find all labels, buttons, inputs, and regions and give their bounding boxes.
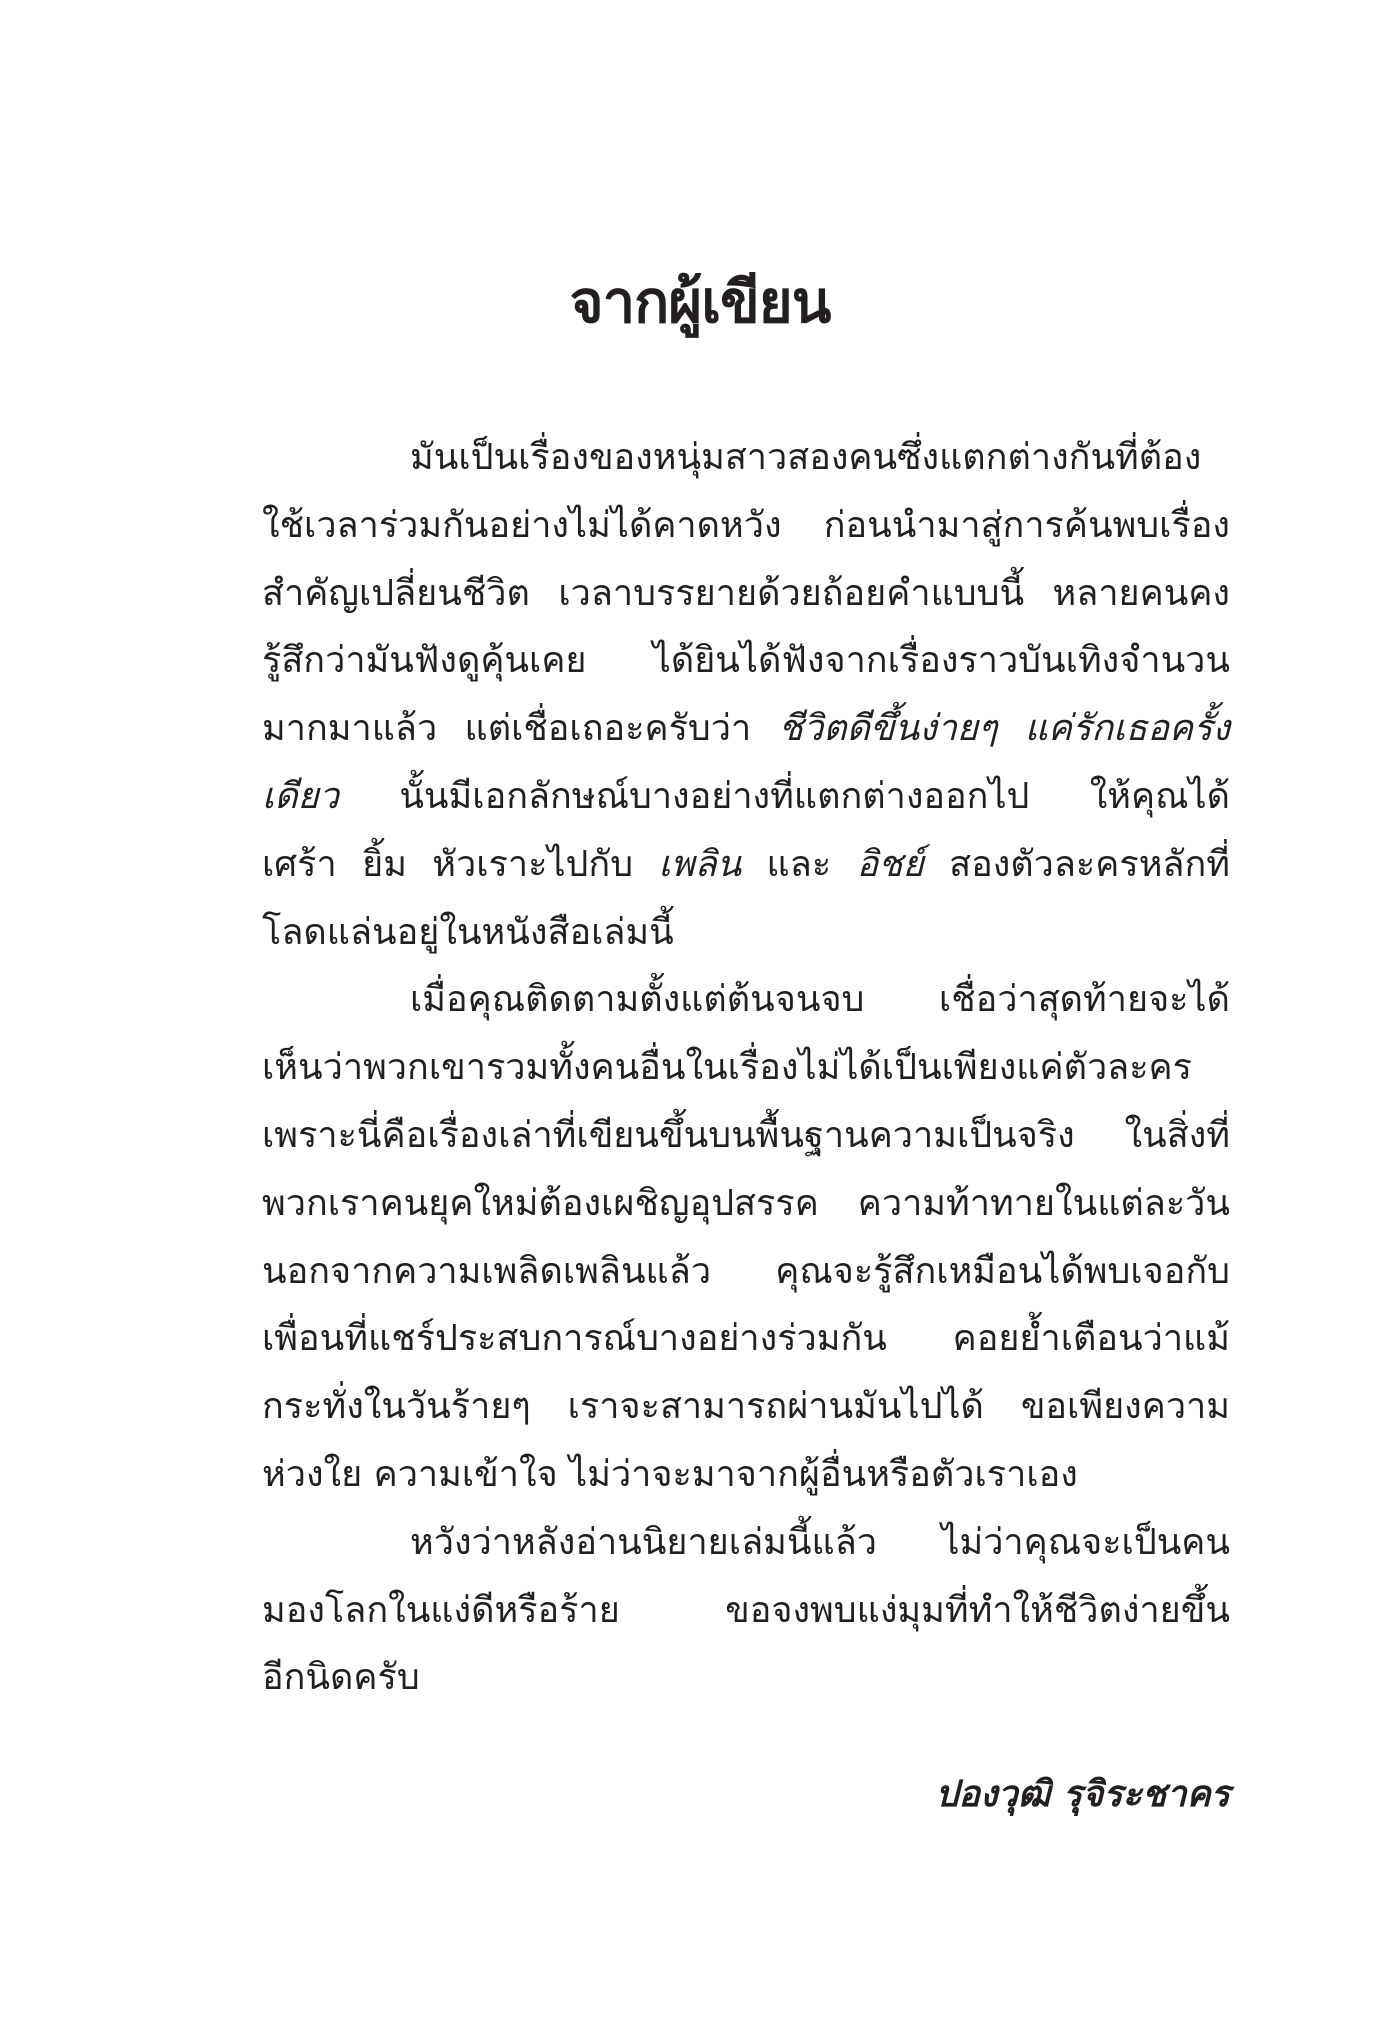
text-line: เศร้า ยิ้ม หัวเราะไปกับ เพลิน และ อิชย์ สองตัวละครหลักที่ — [262, 843, 1231, 885]
text-line: เมื่อคุณติดตามตั้งแต่ต้นจนจบ เชื่อว่าสุดท้ายจะได้ — [410, 979, 1230, 1021]
book-title-italic: ชีวิตดีขึ้นง่ายๆ แค่รักเธอครั้ง — [778, 708, 1230, 750]
character-name-italic: เพลิน — [658, 843, 742, 885]
text-line: มากมาแล้ว แต่เชื่อเถอะครับว่า ชีวิตดีขึ้นง่ายๆ แค่รักเธอครั้ง — [262, 708, 1230, 750]
text-line: สำคัญเปลี่ยนชีวิต เวลาบรรยายด้วยถ้อยคำแบบนี้ หลายคนคง — [262, 572, 1230, 614]
text-line: เพื่อนที่แชร์ประสบการณ์บางอย่างร่วมกัน คอยย้ำเตือนว่าแม้ — [262, 1318, 1230, 1360]
text-line: หวังว่าหลังอ่านนิยายเล่มนี้แล้ว ไม่ว่าคุณจะเป็นคน — [410, 1521, 1230, 1563]
text-line: เพราะนี่คือเรื่องเล่าที่เขียนขึ้นบนพื้นฐานความเป็นจริง ในสิ่งที่ — [262, 1114, 1230, 1156]
text-line: ห่วงใย ความเข้าใจ ไม่ว่าจะมาจากผู้อื่นหรือตัวเราเอง — [262, 1453, 1078, 1495]
text-line: ใช้เวลาร่วมกันอย่างไม่ได้คาดหวัง ก่อนนำมาสู่การค้นพบเรื่อง — [262, 504, 1230, 546]
text-line: โลดแล่นอยู่ในหนังสือเล่มนี้ — [262, 911, 674, 953]
text-line: เดียว นั้นมีเอกลักษณ์บางอย่างที่แตกต่างออกไป ให้คุณได้ — [262, 775, 1230, 817]
text-line: กระทั่งในวันร้ายๆ เราจะสามารถผ่านมันไปได้ ขอเพียงความ — [262, 1386, 1230, 1428]
text-line: อีกนิดครับ — [262, 1657, 420, 1699]
page-title: จากผู้เขียน — [569, 268, 831, 336]
text-line: มันเป็นเรื่องของหนุ่มสาวสองคนซึ่งแตกต่างกันที่ต้อง — [410, 437, 1202, 478]
text-line: นอกจากความเพลิดเพลินแล้ว คุณจะรู้สึกเหมือนได้พบเจอกับ — [262, 1250, 1230, 1292]
text-line: พวกเราคนยุคใหม่ต้องเผชิญอุปสรรค ความท้าทายในแต่ละวัน — [262, 1182, 1230, 1224]
foreword-body — [262, 424, 1230, 1712]
character-name-italic: อิชย์ — [856, 843, 924, 885]
text-line: รู้สึกว่ามันฟังดูคุ้นเคย ได้ยินได้ฟังจากเรื่องราวบันเทิงจำนวน — [262, 640, 1230, 682]
text-line: มองโลกในแง่ดีหรือร้าย ขอจงพบแง่มุมที่ทำให้ชีวิตง่ายขึ้น — [262, 1589, 1230, 1631]
book-title-italic: เดียว — [262, 775, 339, 817]
author-signature: ปองวุฒิ รุจิระชาคร — [935, 1773, 1230, 1815]
text-line: เห็นว่าพวกเขารวมทั้งคนอื่นในเรื่องไม่ได้เป็นเพียงแค่ตัวละคร — [262, 1047, 1192, 1089]
